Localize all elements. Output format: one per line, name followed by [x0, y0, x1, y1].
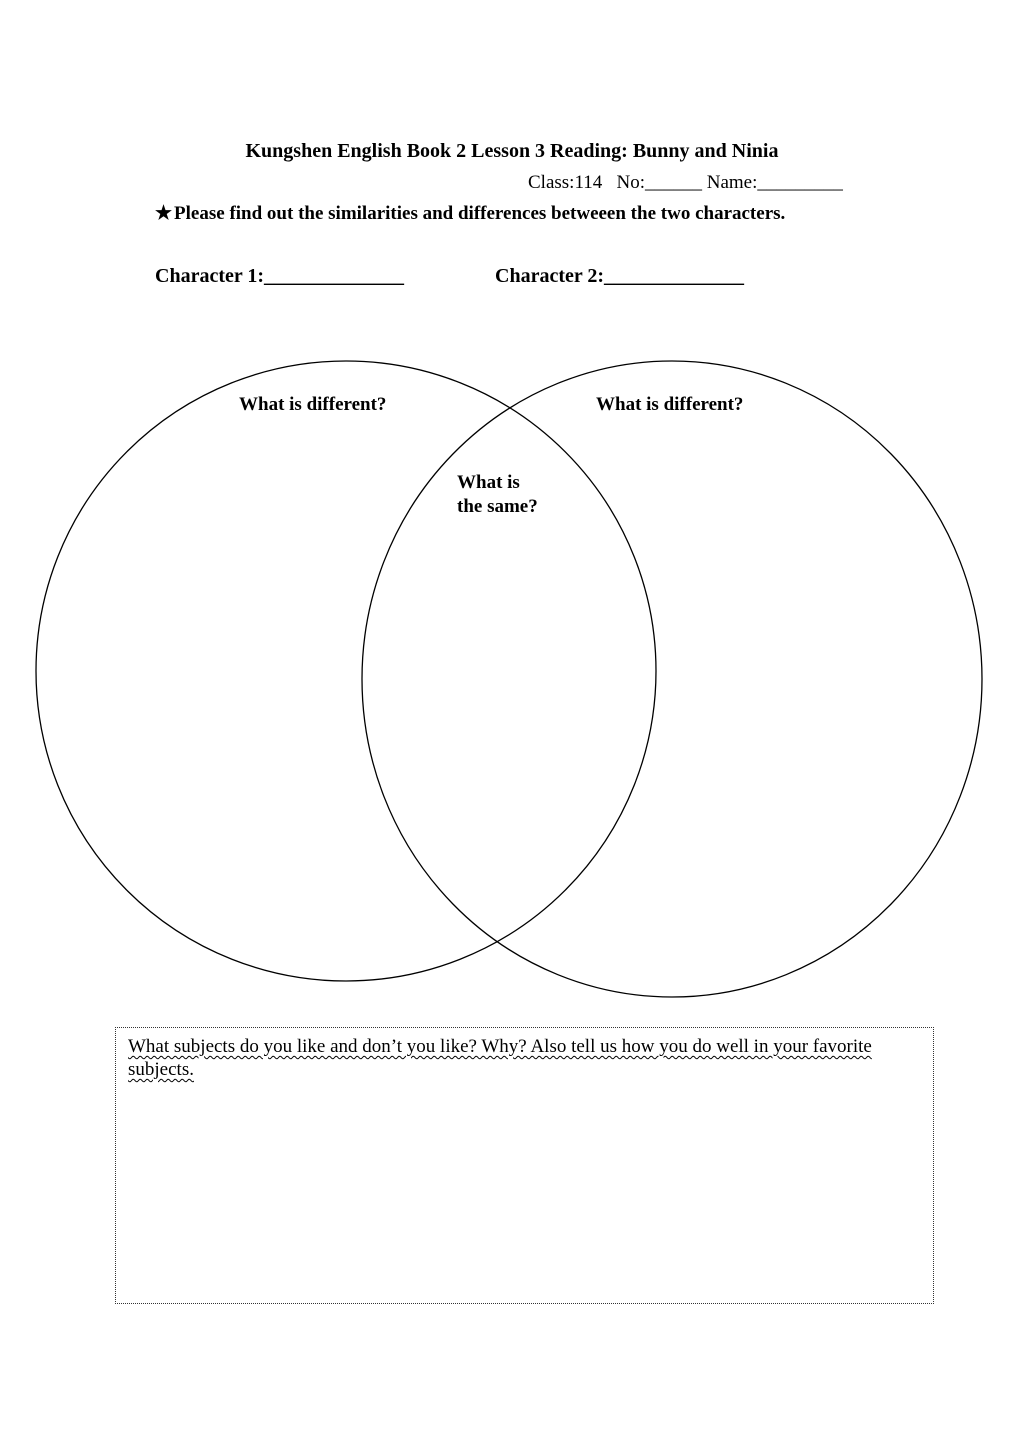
star-icon: ★: [155, 203, 173, 224]
instruction-text: Please find out the similarities and differences betweeen the two characters.: [174, 203, 786, 224]
worksheet-title: Kungshen English Book 2 Lesson 3 Reading: Bunny and Ninia: [245, 140, 779, 162]
same-label-line-1: What is: [457, 472, 520, 493]
same-label: [457, 471, 567, 519]
same-label-line-2: the same?: [457, 496, 538, 517]
character-2-blank[interactable]: Character 2:______________: [495, 265, 745, 287]
left-circle[interactable]: [36, 361, 656, 981]
class-line-text: Class:114 No:______ Name:_________: [528, 172, 843, 193]
right-circle[interactable]: [362, 361, 982, 997]
character-1-blank[interactable]: Character 1:______________: [155, 265, 405, 287]
left-difference-label: What is different?: [239, 394, 387, 415]
writing-prompt: What subjects do you like and don’t you like? Why? Also tell us how you do well in your favorite subjects.: [128, 1036, 872, 1080]
right-difference-label: What is different?: [596, 394, 744, 415]
